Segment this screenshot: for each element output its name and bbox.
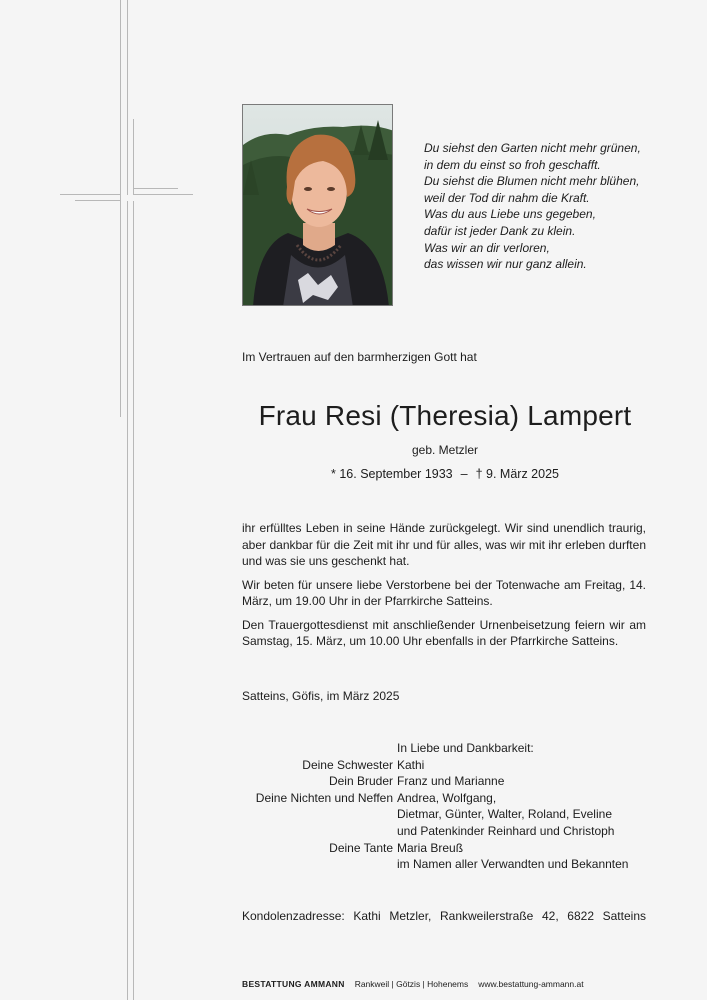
mourner-names: Dietmar, Günter, Walter, Roland, Eveline (397, 807, 612, 822)
poem-line: Was wir an dir verloren, (424, 240, 550, 255)
website-link[interactable]: www.bestattung-ammann.at (478, 979, 584, 989)
condolence-address: Kondolenzadresse: Kathi Metzler, Rankweilerstraße 42, 6822 Satteins (242, 909, 646, 923)
portrait-photo (242, 104, 393, 306)
mourner-row (230, 773, 628, 790)
mourner-names: Franz und Marianne (397, 774, 505, 789)
relation (230, 823, 397, 840)
mourner-row (230, 823, 628, 840)
mourner-row (230, 806, 628, 823)
intro-text: Im Vertrauen auf den barmherzigen Gott hat (242, 350, 477, 364)
mourner-row (230, 790, 628, 807)
mourner-row (230, 757, 628, 774)
relation: Deine Schwester (302, 757, 393, 772)
poem-line: das wissen wir nur ganz allein. (424, 257, 587, 272)
place-date: Satteins, Göfis, im März 2025 (242, 689, 400, 703)
relation: Deine Tante (329, 840, 393, 855)
mourner-row (230, 856, 628, 873)
mourner-row (230, 740, 628, 757)
footer (242, 979, 584, 989)
deceased-name: Frau Resi (Theresia) Lampert (258, 400, 632, 431)
mourner-names: und Patenkinder Reinhard und Christoph (397, 823, 615, 838)
paragraph: Wir beten für unsere liebe Verstorbene bei der Totenwache am Freitag, 14. März, um 19.00 Uhr in der Pfarrkirche Satteins. (242, 577, 646, 608)
mourner-names: In Liebe und Dankbarkeit: (397, 741, 534, 755)
mourner-names: im Namen aller Verwandten und Bekannten (397, 857, 629, 872)
date-separator: – (460, 467, 468, 481)
paragraph: Den Trauergottesdienst mit anschließender Urnenbeisetzung feiern wir am Samstag, 15. März, um 10.00 Uhr ebenfalls in der Pfarrkirche Satteins. (242, 617, 646, 648)
death-date: † 9. März 2025 (475, 467, 559, 481)
mourner-names: Andrea, Wolfgang, (397, 790, 497, 805)
mourner-names: Kathi (397, 757, 425, 772)
relation (230, 856, 397, 873)
mourner-row (230, 840, 628, 857)
poem-line: weil der Tod dir nahm die Kraft. (424, 190, 590, 205)
relation (230, 806, 397, 823)
poem-line: Du siehst die Blumen nicht mehr blühen, (424, 174, 640, 189)
poem-line: in dem du einst so froh geschafft. (424, 157, 601, 172)
poem-line: Was du aus Liebe uns gegeben, (424, 207, 596, 222)
footer-towns: Rankweil | Götzis | Hohenems (354, 979, 469, 989)
relation: Dein Bruder (328, 774, 393, 789)
relation: Deine Nichten und Neffen (255, 790, 393, 805)
poem-line: Du siehst den Garten nicht mehr grünen, (424, 141, 641, 155)
birth-name: geb. Metzler (411, 443, 479, 457)
birth-date: * 16. September 1933 (331, 467, 453, 481)
funeral-home-name: BESTATTUNG AMMANN (242, 979, 345, 989)
mourner-names: Maria Breuß (397, 840, 464, 855)
poem-line: dafür ist jeder Dank zu klein. (424, 223, 576, 238)
relation (230, 740, 397, 757)
life-dates (220, 467, 670, 481)
mourners-list (230, 740, 628, 873)
paragraph: ihr erfülltes Leben in seine Hände zurückgelegt. Wir sind unendlich traurig, aber dankbar für die Zeit mit ihr und für alles, was wir mit ihr erleben durften und was sie uns geschenkt hat. (242, 521, 646, 568)
poem (424, 140, 641, 273)
announcement-text (242, 520, 646, 657)
